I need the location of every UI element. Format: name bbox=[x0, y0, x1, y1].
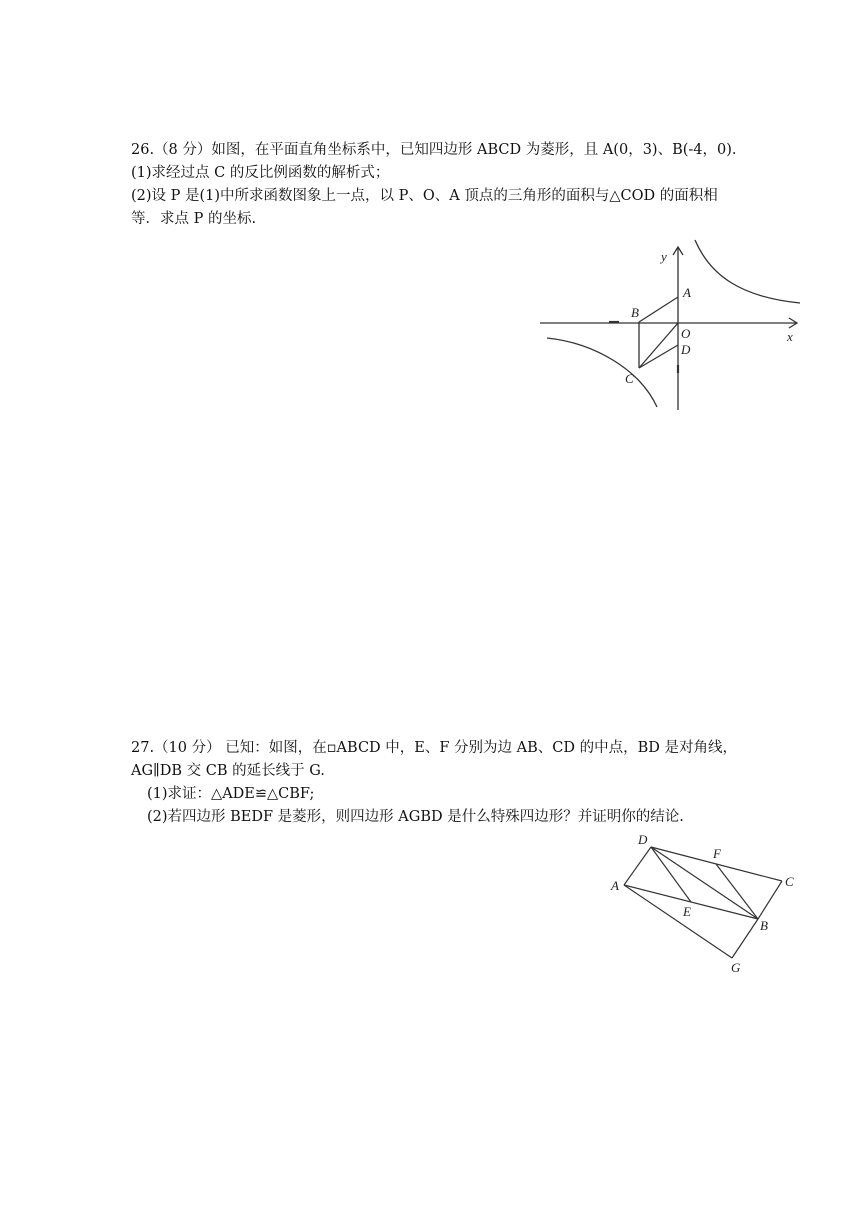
label-C: C bbox=[625, 371, 634, 386]
segment-DB bbox=[651, 847, 758, 919]
label-A: A bbox=[611, 878, 619, 893]
problem27-part1: (1)求证：△ADE≌△CBF; bbox=[147, 786, 315, 802]
problem27-figure bbox=[605, 830, 805, 980]
label-O: O bbox=[681, 326, 691, 341]
problem27-statement-continued: AG∥DB 交 CB 的延长线于 G. bbox=[131, 763, 325, 779]
hyperbola-upper-branch bbox=[695, 240, 800, 303]
problem27-statement: 27.（10 分） 已知：如图，在▫ABCD 中，E、F 分别为边 AB、CD 的中点，BD 是对角线， bbox=[131, 740, 737, 756]
problem26-figure bbox=[535, 235, 810, 415]
label-A: A bbox=[683, 285, 691, 300]
problem26-statement: 26.（8 分）如图，在平面直角坐标系中，已知四边形 ABCD 为菱形，且 A(0，3)、B(-4，0). bbox=[131, 142, 737, 158]
segment-AD bbox=[624, 847, 651, 885]
segment-CB bbox=[758, 881, 782, 919]
problem26-part2: (2)设 P 是(1)中所求函数图象上一点，以 P、O、A 顶点的三角形的面积与△COD 的面积相 bbox=[131, 188, 718, 204]
segment-BG bbox=[732, 919, 758, 958]
hyperbola-lower-branch bbox=[547, 338, 657, 407]
label-B: B bbox=[631, 305, 639, 320]
label-B: B bbox=[760, 918, 768, 933]
label-D: D bbox=[681, 342, 691, 357]
segment-FB bbox=[716, 864, 758, 919]
segment-CO bbox=[639, 323, 678, 368]
label-D: D bbox=[638, 832, 648, 847]
problem27-part2: (2)若四边形 BEDF 是菱形，则四边形 AGBD 是什么特殊四边形？并证明你的结论. bbox=[147, 809, 684, 825]
label-F: F bbox=[713, 846, 721, 861]
segment-CD bbox=[639, 345, 678, 368]
segment-BA bbox=[639, 297, 678, 322]
problem26-part2-continued: 等．求点 P 的坐标. bbox=[131, 211, 257, 227]
problem26-part1: (1)求经过点 C 的反比例函数的解析式； bbox=[131, 165, 390, 181]
label-E: E bbox=[683, 904, 691, 919]
label-y: y bbox=[661, 249, 667, 264]
segment-AG bbox=[624, 885, 732, 958]
label-x: x bbox=[787, 329, 793, 344]
label-C: C bbox=[785, 874, 794, 889]
label-G: G bbox=[731, 960, 741, 975]
